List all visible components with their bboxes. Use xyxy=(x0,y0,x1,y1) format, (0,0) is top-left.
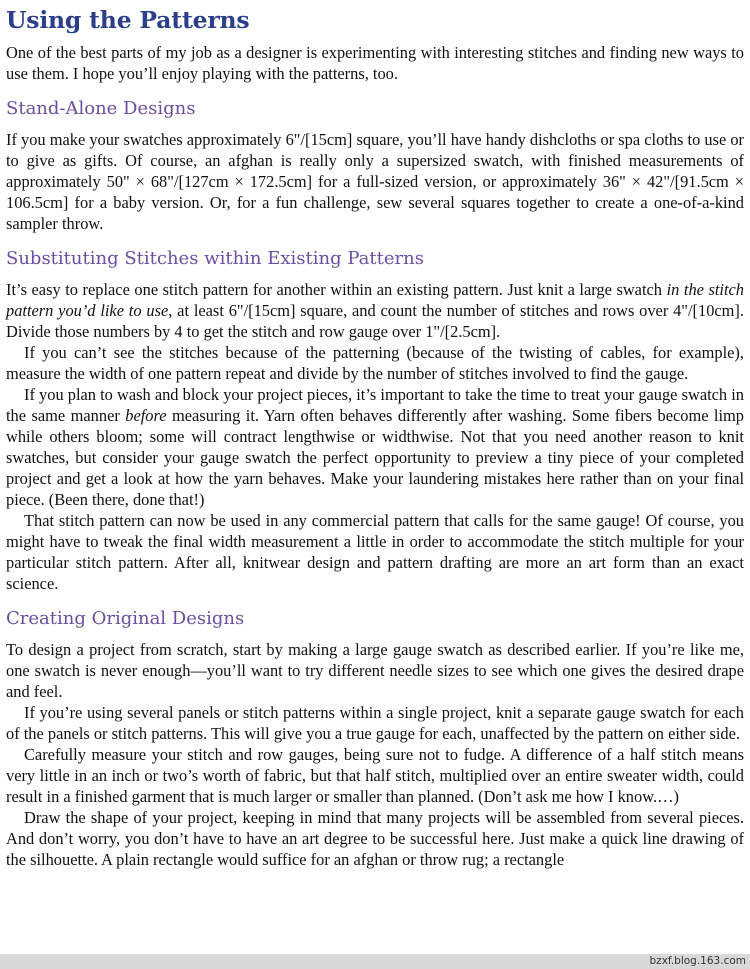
creating-paragraph-2: If you’re using several panels or stitch patterns within a single project, knit a separate gauge swatch for each of the panels or stitch patterns. This will give you a true gauge for each, unaffected by the pattern on either side. xyxy=(6,703,744,743)
substituting-paragraph-4: That stitch pattern can now be used in any commercial pattern that calls for the same gauge! Of course, you might have to tweak the final width measurement a little in order to accommodate the stitch multiple for your particular stitch pattern. After all, knitwear design and pattern drafting are more an art form than an exact science. xyxy=(6,511,744,593)
section-heading-substituting: Substituting Stitches within Existing Patterns xyxy=(6,248,424,269)
intro-paragraph: One of the best parts of my job as a designer is experimenting with interesting stitches and finding new ways to use them. I hope you’ll enjoy playing with the patterns, too. xyxy=(6,43,744,83)
text-run: It’s easy to replace one stitch pattern for another within an existing pattern. Just knit a large swatch xyxy=(6,280,667,299)
emphasis-text: before xyxy=(125,406,167,425)
substituting-paragraph-3 xyxy=(6,384,744,510)
substituting-paragraph-2: If you can’t see the stitches because of the patterning (because of the twisting of cables, for example), measure the width of one pattern repeat and divide by the number of stitches involved to find the gauge. xyxy=(6,343,744,383)
creating-paragraph-4: Draw the shape of your project, keeping in mind that many projects will be assembled from several pieces. And don’t worry, you don’t have to have an art degree to be successful here. Just make a quick line drawing of the silhouette. A plain rectangle would suffice for an afghan or throw rug; a rectangle xyxy=(6,808,744,869)
footer-band xyxy=(0,954,750,969)
creating-paragraph-3: Carefully measure your stitch and row gauges, being sure not to fudge. A difference of a half stitch means very little in an inch or two’s worth of fabric, but that half stitch, multiplied over an entire sweater width, could result in a finished garment that is much larger or smaller than planned. (Don’t ask me how I know.…) xyxy=(6,745,744,806)
substituting-paragraph-1 xyxy=(6,279,744,342)
text-run: at least 6"/[15cm] square, and count the number of stitches and rows over 4"/[10cm]. Divide those numbers by 4 to get the stitch and row gauge over 1"/[2.5cm]. xyxy=(6,301,744,341)
section-heading-creating: Creating Original Designs xyxy=(6,608,245,629)
text-run: measuring it. Yarn often behaves differently after washing. Some fibers become limp while others bloom; some will contract lengthwise or widthwise. Not that you need another reason to knit swatches, but consider your gauge swatch the perfect opportunity to preview a tiny piece of your completed project and get a look at how the yarn behaves. Make your laundering mistakes here rather than on your final piece. (Been there, done that!) xyxy=(6,406,744,509)
stand-alone-paragraph: If you make your swatches approximately 6"/[15cm] square, you’ll have handy dishcloths or spa cloths to use or to give as gifts. Of course, an afghan is really only a supersized swatch, with finished measurements of approximately 50" × 68"/[127cm × 172.5cm] for a full-sized version, or approximately 36" × 42"/[91.5cm × 106.5cm] for a baby version. Or, for a fun challenge, sew several squares together to create a one-of-a-kind sampler throw. xyxy=(6,130,744,233)
emphasis-text: in the stitch pattern you’d like to use, xyxy=(6,280,744,320)
text-run: If you plan to wash and block your project pieces, it’s important to take the time to treat your gauge swatch in the same manner xyxy=(6,385,744,425)
section-heading-stand-alone: Stand-Alone Designs xyxy=(6,98,196,119)
book-page xyxy=(6,0,744,870)
creating-paragraph-1: To design a project from scratch, start by making a large gauge swatch as described earlier. If you’re like me, one swatch is never enough—you’ll want to try different needle sizes to see which one gives the desired drape and feel. xyxy=(6,640,744,701)
page-title: Using the Patterns xyxy=(6,6,250,34)
watermark-text: bzxf.blog.163.com xyxy=(649,955,746,967)
